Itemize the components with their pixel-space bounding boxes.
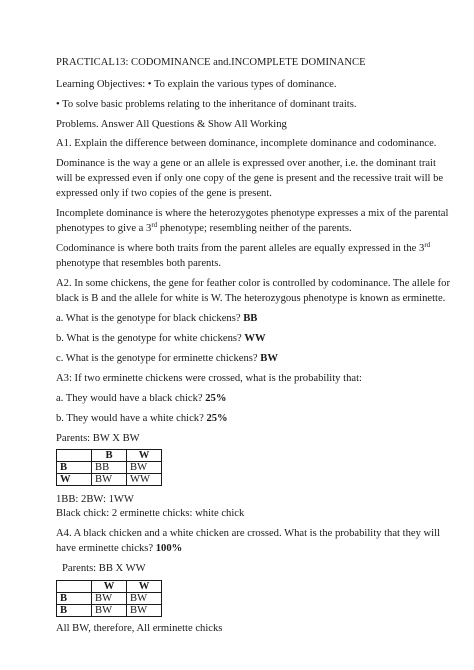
a2-answer-b: WW [244,333,266,344]
a4-punnett-square [56,580,162,617]
a3-punnett-square [56,449,162,486]
a1-dominance-line-3: expressed only if two copies of the gene is present. [56,188,272,199]
punnett-row [57,593,162,605]
punnett-col-header: W [127,450,162,462]
punnett-row-header: B [57,462,92,474]
a1-codominance-line-1: Codominance is where both traits from the parent alleles are equally expressed in the 3rd [56,241,431,254]
a4-parents: Parents: BB X WW [62,563,146,574]
a4-question-line-1: A4. A black chicken and a white chicken are crossed. What is the probability that they will [56,528,441,539]
punnett-row-header: B [57,593,92,605]
punnett-cell: BW [127,605,162,617]
punnett-col-header: W [92,581,127,593]
a3-phenotype-ratio: Black chick: 2 erminette chicks: white chick [56,508,245,519]
a4-conclusion: All BW, therefore, All erminette chicks [56,623,223,634]
a1-question: A1. Explain the difference between dominance, incomplete dominance and codominance. [56,138,437,149]
punnett-cell: BW [127,462,162,474]
a2-answer-a: BB [243,313,258,324]
page-title: PRACTICAL13: CODOMINANCE and.INCOMPLETE DOMINANCE [56,57,366,68]
punnett-cell: BW [92,474,127,486]
a1-incomplete-line-1: Incomplete dominance is where the heterozygotes phenotype expresses a mix of the parental [56,208,449,219]
punnett-cell: BW [127,593,162,605]
a3-intro: A3: If two erminette chickens were crossed, what is the probability that: [56,373,362,384]
punnett-cell: WW [127,474,162,486]
a2-question-b: b. What is the genotype for white chickens? WW [56,333,266,344]
punnett-row-header: W [57,474,92,486]
a4-answer: 100% [155,543,183,554]
punnett-corner-cell [57,581,92,593]
a3-question-b: b. They would have a white chick? 25% [56,413,228,424]
punnett-col-header: W [127,581,162,593]
a2-question-a: a. What is the genotype for black chickens? BB [56,313,258,324]
a2-question-c: c. What is the genotype for erminette chickens? BW [56,353,278,364]
a3-answer-a: 25% [205,393,227,404]
a2-intro-line-2: black is B and the allele for white is W. The heterozygous phenotype is known as erminette. [56,293,446,304]
a2-intro-line-1: A2. In some chickens, the gene for feather color is controlled by codominance. The allele for [56,278,450,289]
punnett-header-row [57,581,162,593]
a1-codominance-line-2: phenotype that resembles both parents. [56,258,222,269]
a3-parents: Parents: BW X BW [56,433,140,444]
punnett-cell: BW [92,593,127,605]
objectives-line-1: Learning Objectives: • To explain the various types of dominance. [56,79,337,90]
punnett-header-row [57,450,162,462]
punnett-cell: BB [92,462,127,474]
punnett-cell: BW [92,605,127,617]
punnett-row [57,474,162,486]
objectives-line-2: • To solve basic problems relating to the inheritance of dominant traits. [56,99,357,110]
a3-answer-b: 25% [206,413,228,424]
punnett-row-header: B [57,605,92,617]
a3-question-a: a. They would have a black chick? 25% [56,393,227,404]
punnett-col-header: B [92,450,127,462]
a2-answer-c: BW [260,353,278,364]
a3-genotype-ratio: 1BB: 2BW: 1WW [56,494,134,505]
punnett-row [57,462,162,474]
punnett-corner-cell [57,450,92,462]
a1-dominance-line-1: Dominance is the way a gene or an allele is expressed over another, i.e. the dominant trait [56,158,436,169]
a1-incomplete-line-2: phenotypes to give a 3rd phenotype; resembling neither of the parents. [56,221,352,234]
punnett-row [57,605,162,617]
a4-question-line-2: have erminette chicks? 100% [56,543,183,554]
a1-dominance-line-2: will be expressed even if only one copy of the gene is present and the recessive trait will be [56,173,444,184]
problems-heading: Problems. Answer All Questions & Show All Working [56,119,287,130]
